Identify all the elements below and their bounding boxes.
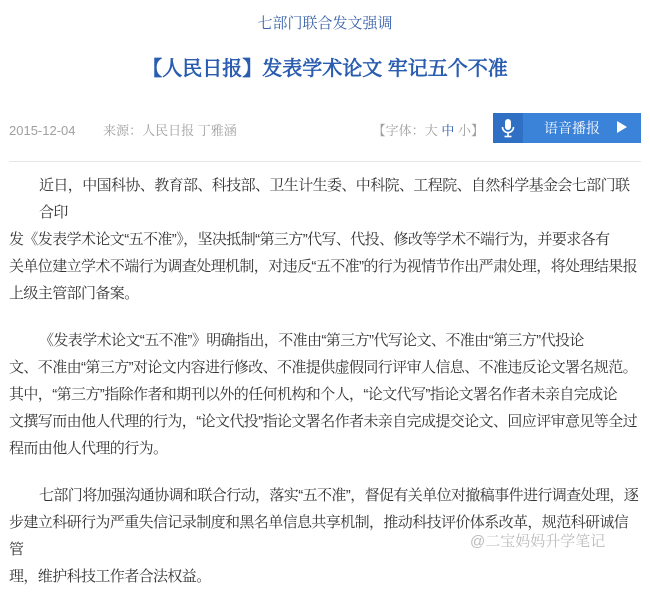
text-line: 文撰写而由他人代理的行为，“论文代投”指论文署名作者未亲自完成提交论文、回应评审意见等全过: [9, 413, 637, 430]
watermark: @二宝妈妈升学笔记: [470, 533, 606, 550]
play-icon: [617, 120, 641, 136]
font-large-option[interactable]: 大: [424, 123, 438, 138]
font-small-option[interactable]: 小: [457, 123, 471, 138]
divider: [9, 161, 641, 162]
text-line: 文、不准由“第三方”对论文内容进行修改、不准提供虚假同行评审人信息、不准违反论文署名规范。: [9, 359, 637, 376]
text-line: 理，维护科技工作者合法权益。: [9, 568, 211, 585]
font-medium-option[interactable]: 中: [441, 123, 455, 138]
font-size-selector: [352, 120, 484, 139]
text-line: 发《发表学术论文“五不准”》，坚决抵制“第三方”代写、代投、修改等学术不端行为，并要求各有: [9, 231, 610, 248]
article-title: 【人民日报】发表学术论文 牢记五个不准: [142, 58, 508, 80]
text-line: 程而由他人代理的行为。: [9, 440, 168, 457]
paragraph: [9, 327, 641, 462]
voice-broadcast-label: 语音播报: [544, 120, 600, 136]
text-line: 其中，“第三方”指除作者和期刊以外的任何机构和个人，“论文代写”指论文署名作者未亲自完成论: [9, 386, 617, 403]
font-size-bracket: 】: [470, 123, 484, 138]
text-line: 上级主管部门备案。: [9, 285, 139, 302]
text-line: 《发表学术论文“五不准”》明确指出，不准由“第三方”代写论文、不准由“第三方”代投论: [39, 332, 584, 349]
paragraph: [9, 172, 641, 307]
font-size-label: 【字体：: [372, 123, 425, 138]
article-source: 来源：人民日报 丁雅涵: [103, 123, 237, 138]
article-kicker: 七部门联合发文强调: [257, 15, 393, 32]
publish-date: 2015-12-04: [9, 123, 76, 138]
text-line: 七部门将加强沟通协调和联合行动，落实“五不准”，督促有关单位对撤稿事件进行调查处理，逐: [39, 487, 639, 504]
voice-broadcast-button[interactable]: [493, 113, 641, 143]
text-line: 步建立科研行为严重失信记录制度和黑名单信息共享机制，推动科技评价体系改革，规范科研诚信管: [9, 514, 629, 558]
microphone-icon: [493, 113, 523, 143]
text-line: 近日，中国科协、教育部、科技部、卫生计生委、中科院、工程院、自然科学基金会七部门联合印: [39, 177, 630, 221]
text-line: 关单位建立学术不端行为调查处理机制，对违反“五不准”的行为视情节作出严肃处理，将处理结果报: [9, 258, 637, 275]
article-meta: [9, 120, 261, 139]
